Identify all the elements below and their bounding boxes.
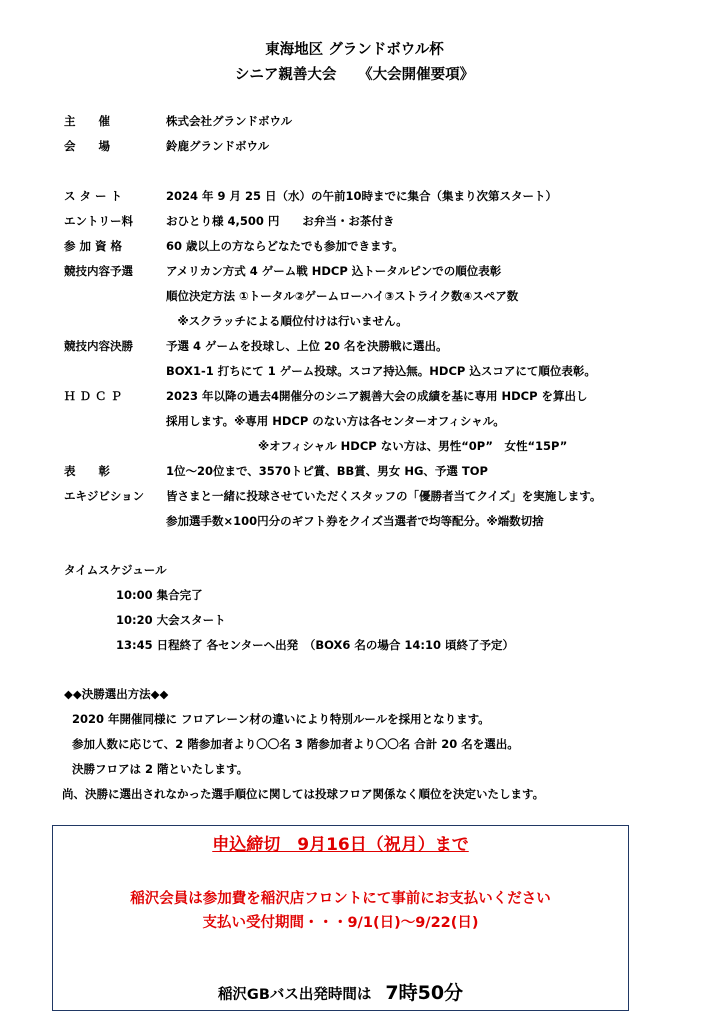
info-label: 表 彰 (64, 464, 110, 478)
info-value: 2024 年 9 月 25 日（水）の午前10時までに集合（集まり次第スタート） (166, 189, 558, 203)
info-label: 主 催 (64, 114, 110, 128)
bus-label: 稲沢GBバス出発時間は (217, 987, 372, 1003)
deadline-text: 申込締切 9月16日（祝月）まで (212, 835, 469, 855)
schedule-item: 10:00 集合完了 (116, 588, 203, 602)
schedule-item: 13:45 日程終了 各センターへ出発 （BOX6 名の場合 14:10 頃終了予定） (116, 638, 515, 652)
final-method-line: 決勝フロアは 2 階といたします。 (72, 762, 249, 776)
info-value: ※オフィシャル HDCP ない方は、男性“0P” 女性“15P” (166, 439, 568, 453)
schedule-item: 10:20 大会スタート (116, 613, 226, 627)
final-method-line: 2020 年開催同様に フロアレーン材の違いにより特別ルールを採用となります。 (72, 712, 490, 726)
info-label: 競技内容決勝 (64, 339, 133, 353)
info-value: ※スクラッチによる順位付けは行いません。 (166, 314, 408, 328)
info-label: 競技内容予選 (64, 264, 133, 278)
info-value: 鈴鹿グランドボウル (166, 139, 270, 153)
final-method-note: 尚、決勝に選出されなかった選手順位に関しては投球フロア関係なく順位を決定いたします。 (62, 787, 545, 801)
info-value: 株式会社グランドボウル (166, 114, 293, 128)
final-method-heading: ◆◆決勝選出方法◆◆ (64, 687, 169, 701)
info-value: 1位～20位まで、3570トピ賞、BB賞、男女 HG、予選 TOP (166, 464, 488, 478)
info-value: BOX1-1 打ちにて 1 ゲーム投球。スコア持込無。HDCP 込スコアにて順位表彰。 (166, 364, 596, 378)
info-value: 順位決定方法 ①トータル②ゲームローハイ③ストライク数④スペア数 (166, 289, 519, 303)
bus-time: 7時50分 (385, 982, 464, 1004)
title-line-1: 東海地区 グランドボウル杯 (265, 42, 444, 58)
info-value: 参加選手数×100円分のギフト券をクイズ当選者で均等配分。※端数切捨 (166, 514, 544, 528)
info-value: アメリカン方式 4 ゲーム戦 HDCP 込トータルピンでの順位表彰 (166, 264, 502, 278)
info-label: 参 加 資 格 (64, 239, 123, 253)
title-line-2: シニア親善大会 《大会開催要項》 (234, 67, 475, 83)
info-value: おひとり様 4,500 円 お弁当・お茶付き (166, 214, 395, 228)
info-label: エキジビション (64, 489, 145, 503)
info-value: 採用します。※専用 HDCP のない方は各センターオフィシャル。 (166, 414, 505, 428)
info-value: 60 歳以上の方ならどなたでも参加できます。 (166, 239, 404, 253)
bus-departure (53, 978, 628, 1005)
notice-box (52, 825, 629, 1011)
info-label: エントリー料 (64, 214, 133, 228)
info-value: 予選 4 ゲームを投球し、上位 20 名を決勝戦に選出。 (166, 339, 448, 353)
info-label: ス タ ー ト (64, 189, 123, 203)
info-value: 2023 年以降の過去4開催分のシニア親善大会の成績を基に専用 HDCP を算出し (166, 389, 588, 403)
payment-notice: 稲沢会員は参加費を稲沢店フロントにて事前にお支払いください (130, 891, 551, 907)
info-label: 会 場 (64, 139, 110, 153)
info-value: 皆さまと一緒に投球させていただくスタッフの「優勝者当てクイズ」を実施します。 (166, 489, 602, 503)
payment-period: 支払い受付期間・・・9/1(日)～9/22(日) (202, 915, 479, 931)
final-method-line: 参加人数に応じて、2 階参加者より〇〇名 3 階参加者より〇〇名 合計 20 名を選出。 (72, 737, 519, 751)
schedule-heading: タイムスケジュール (64, 563, 167, 577)
info-label: Ｈ Ｄ Ｃ Ｐ (64, 389, 123, 403)
